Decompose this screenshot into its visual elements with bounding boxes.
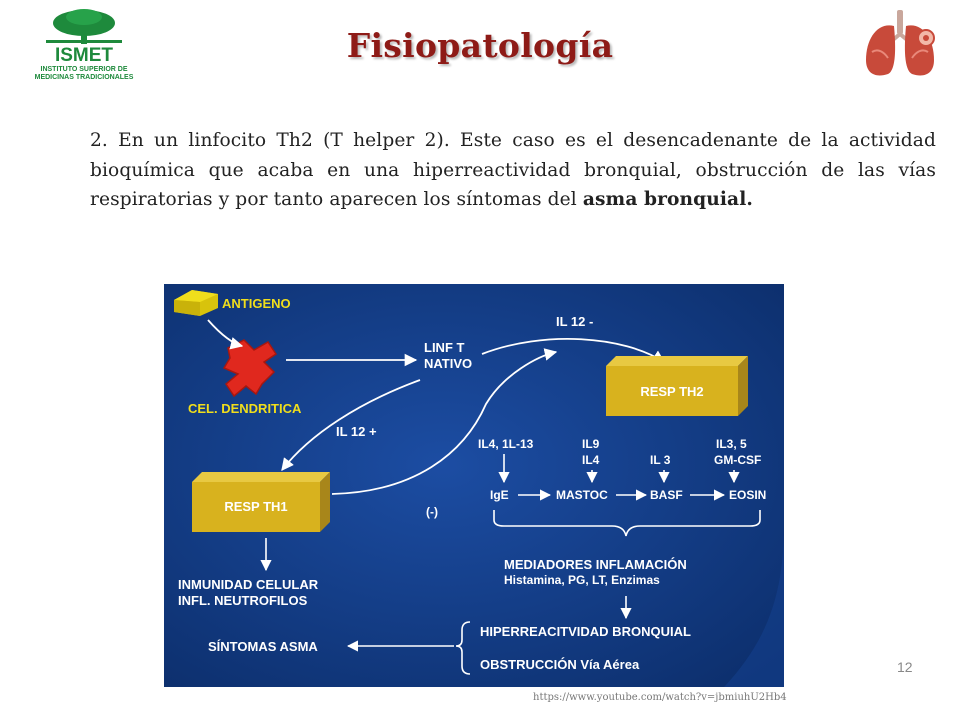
source-url[interactable]: https://www.youtube.com/watch?v=jbmiuhU2Hb4 (533, 692, 787, 703)
basf-label: BASF (650, 488, 683, 502)
eosin-label: EOSIN (729, 488, 767, 502)
il3-label: IL 3 (650, 453, 671, 467)
hyper-label: HIPERREACITVIDAD BRONQUIAL (480, 624, 691, 639)
asthma-pathway-diagram (164, 284, 784, 687)
il12-minus-label: IL 12 - (556, 314, 594, 329)
il35-label: IL3, 5 (716, 437, 747, 451)
mediators-list: Histamina, PG, LT, Enzimas (504, 573, 660, 587)
symptoms-label: SÍNTOMAS ASMA (208, 639, 318, 654)
logo-subtitle-1: INSTITUTO SUPERIOR DE (40, 66, 128, 73)
resp-th2-label: RESP TH2 (640, 384, 704, 399)
lungs-icon (858, 8, 944, 80)
dendritic-label: CEL. DENDRITICA (188, 401, 302, 416)
ige-label: IgE (490, 488, 509, 502)
il4-label: IL4 (582, 453, 600, 467)
paragraph-bold-term: asma bronquial. (582, 189, 753, 210)
obstruction-label: OBSTRUCCIÓN Vía Aérea (480, 657, 640, 672)
gmcsf-label: GM-CSF (714, 453, 762, 467)
logo-subtitle-2: MEDICINAS TRADICIONALES (34, 74, 134, 81)
antigen-label: ANTIGENO (222, 296, 291, 311)
mediators-title: MEDIADORES INFLAMACIÓN (504, 557, 687, 572)
immunity-line-2: INFL. NEUTROFILOS (178, 593, 308, 608)
il9-label: IL9 (582, 437, 600, 451)
logo-brand: ISMET (54, 45, 114, 66)
inhibit-label: (-) (426, 505, 438, 519)
resp-th1-label: RESP TH1 (224, 499, 288, 514)
paragraph-text: 2. En un linfocito Th2 (T helper 2). Este caso es el desencadenante de la actividad bioquímica que acaba en una hiperreactividad bronquial, obstrucción de las vías respiratorias y por tanto aparecen los síntomas del (90, 130, 936, 210)
page-number: 12 (897, 659, 913, 675)
linf-t-label-1: LINF T (424, 340, 465, 355)
il4-il13-label: IL4, 1L-13 (478, 437, 534, 451)
content-paragraph (90, 126, 936, 215)
mastoc-label: MASTOC (556, 488, 608, 502)
slide-title: Fisiopatología (346, 26, 614, 65)
il12-plus-label: IL 12 + (336, 424, 377, 439)
immunity-line-1: INMUNIDAD CELULAR (178, 577, 319, 592)
linf-t-label-2: NATIVO (424, 356, 473, 371)
